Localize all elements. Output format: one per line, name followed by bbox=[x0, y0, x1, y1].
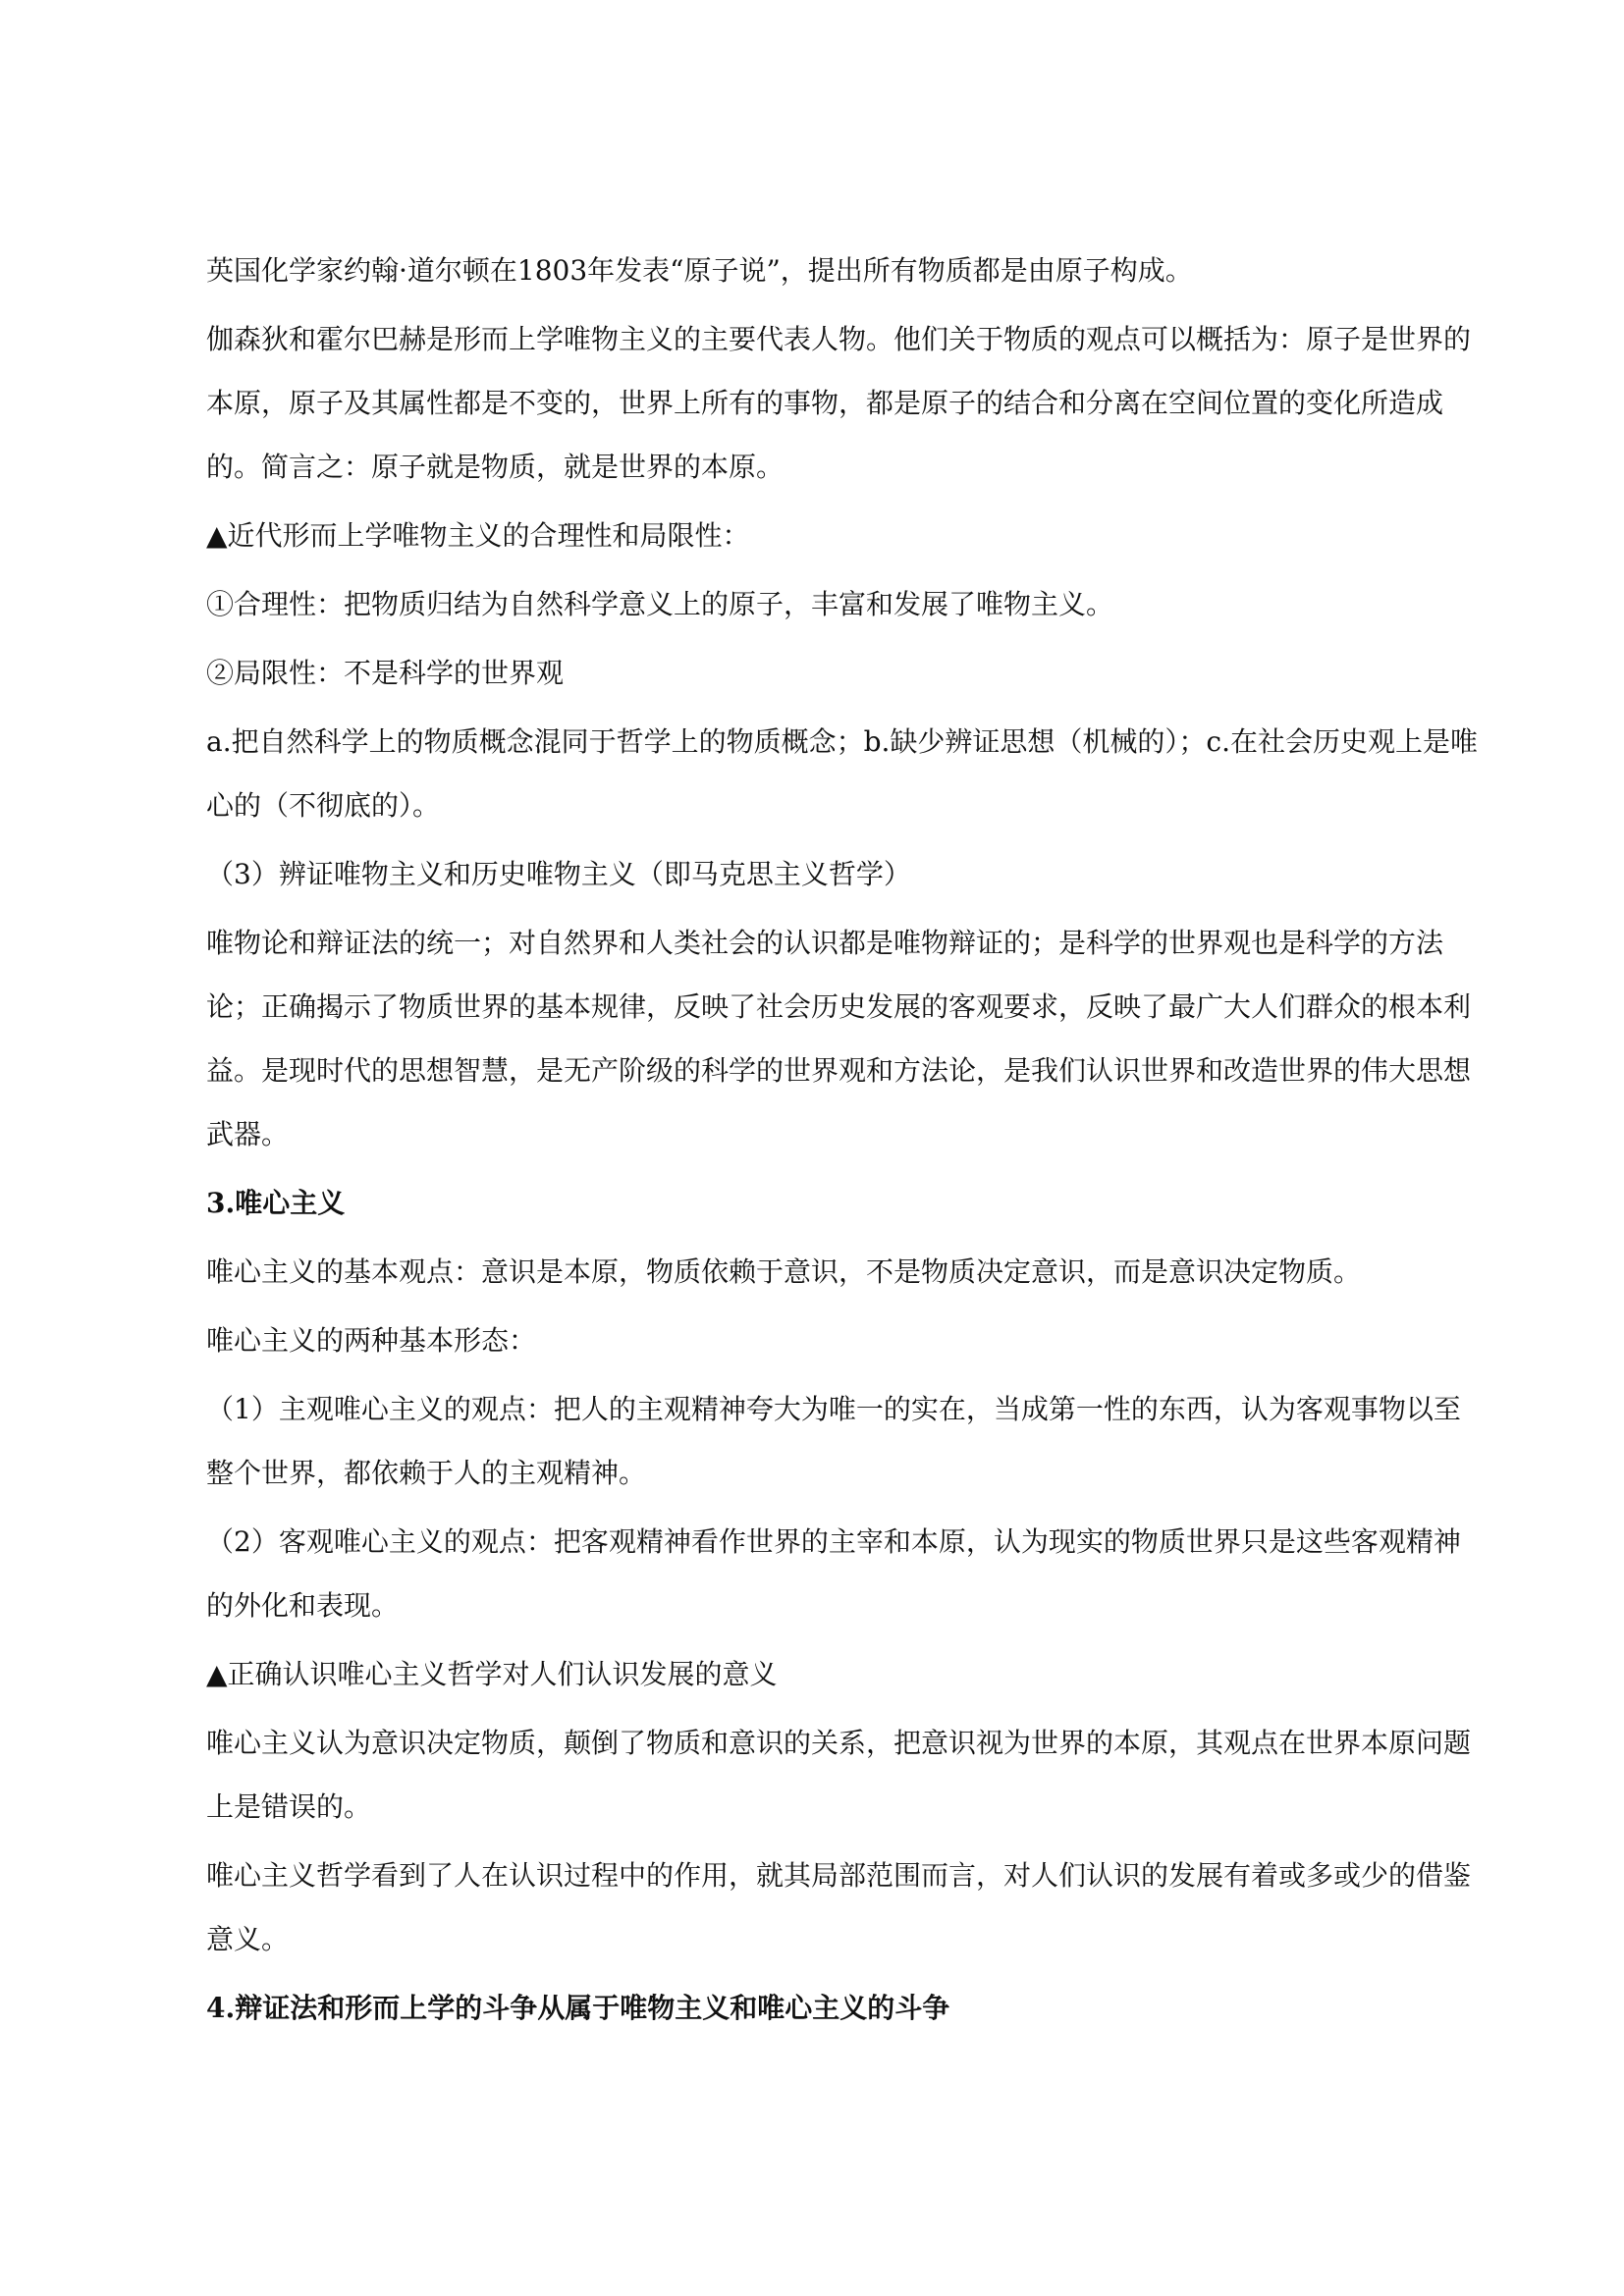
paragraph-idealism-error: 唯心主义认为意识决定物质，颠倒了物质和意识的关系，把意识视为世界的本原，其观点在世界本原问题上是错误的。 bbox=[206, 1727, 1472, 1823]
paragraph-limitations: ②局限性：不是科学的世界观 bbox=[206, 657, 565, 689]
paragraph-idealism-significance-heading: ▲正确认识唯心主义哲学对人们认识发展的意义 bbox=[206, 1658, 778, 1690]
paragraph-metaphysical-materialism: 伽森狄和霍尔巴赫是形而上学唯物主义的主要代表人物。他们关于物质的观点可以概括为：原子是世界的本原，原子及其属性都是不变的，世界上所有的事物，都是原子的结合和分离在空间位置的变化所造成的。简言之：原子就是物质，就是世界的本原。 bbox=[206, 323, 1472, 483]
paragraph-dialectical-materialism-heading: （3）辨证唯物主义和历史唯物主义（即马克思主义哲学） bbox=[206, 858, 911, 890]
paragraph-limitations-detail: a.把自然科学上的物质概念混同于哲学上的物质概念；b.缺少辨证思想（机械的）；c.在社会历史观上是唯心的（不彻底的）。 bbox=[206, 725, 1479, 822]
paragraph-idealism-basic-view: 唯心主义的基本观点：意识是本原，物质依赖于意识，不是物质决定意识，而是意识决定物质。 bbox=[206, 1255, 1362, 1288]
paragraph-dalton: 英国化学家约翰·道尔顿在1803年发表“原子说”，提出所有物质都是由原子构成。 bbox=[206, 254, 1193, 287]
paragraph-idealism-forms: 唯心主义的两种基本形态： bbox=[206, 1324, 537, 1357]
paragraph-dialectical-materialism: 唯物论和辩证法的统一；对自然界和人类社会的认识都是唯物辩证的；是科学的世界观也是科学的方法论；正确揭示了物质世界的基本规律，反映了社会历史发展的客观要求，反映了最广大人们群众的根本利益。是现时代的思想智慧，是无产阶级的科学的世界观和方法论，是我们认识世界和改造世界的伟大思想武器。 bbox=[206, 927, 1472, 1150]
paragraph-subjective-idealism: （1）主观唯心主义的观点：把人的主观精神夸大为唯一的实在，当成第一性的东西，认为客观事物以至整个世界，都依赖于人的主观精神。 bbox=[206, 1393, 1461, 1489]
paragraph-rationality: ①合理性：把物质归结为自然科学意义上的原子，丰富和发展了唯物主义。 bbox=[206, 588, 1114, 620]
paragraph-objective-idealism: （2）客观唯心主义的观点：把客观精神看作世界的主宰和本原，认为现实的物质世界只是这些客观精神的外化和表现。 bbox=[206, 1525, 1461, 1622]
section-heading-dialectics-vs-metaphysics: 4.辩证法和形而上学的斗争从属于唯物主义和唯心主义的斗争 bbox=[206, 1992, 950, 2024]
section-heading-idealism: 3.唯心主义 bbox=[206, 1187, 346, 1219]
paragraph-idealism-reference: 唯心主义哲学看到了人在认识过程中的作用，就其局部范围而言，对人们认识的发展有着或多或少的借鉴意义。 bbox=[206, 1859, 1472, 1955]
paragraph-rationality-limitations-heading: ▲近代形而上学唯物主义的合理性和局限性： bbox=[206, 519, 750, 552]
document-body bbox=[206, 239, 1483, 2040]
